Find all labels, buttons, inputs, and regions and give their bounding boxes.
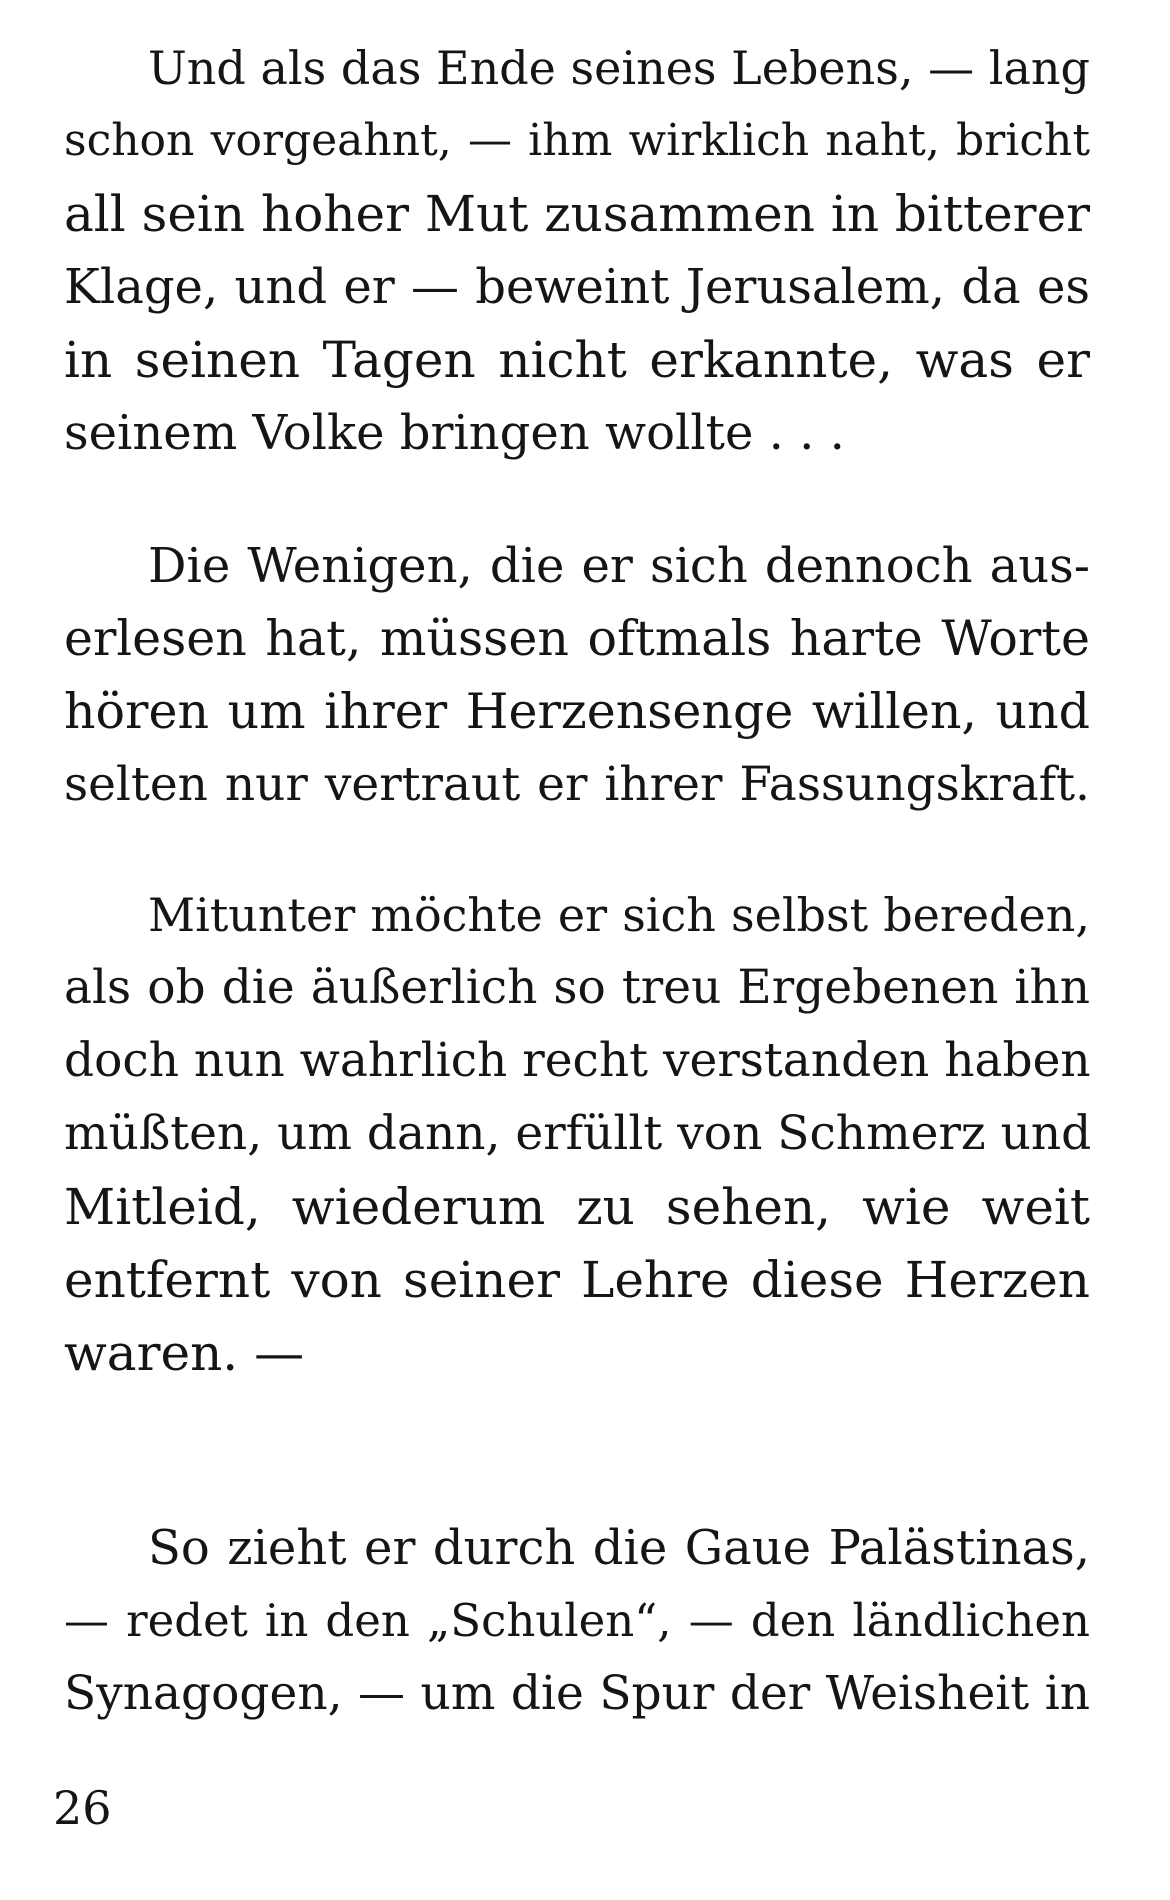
text-line: müßten, um dann, erfüllt von Schmerz und — [64, 1106, 1092, 1161]
text-line: in seinen Tagen nicht erkannte, was er — [64, 331, 1090, 389]
text-line: als ob die äußerlich so treu Ergebenen ihn — [64, 960, 1090, 1015]
text-line: entfernt von seiner Lehre diese Herzen — [64, 1251, 1090, 1309]
text-line: erlesen hat, müssen oftmals harte Worte — [64, 610, 1090, 667]
text-line: Die Wenigen, die er sich dennoch aus- — [148, 538, 1090, 594]
text-line: all sein hoher Mut zusammen in bitterer — [64, 185, 1091, 243]
text-line: — redet in den „Schulen“, — den ländlichen — [64, 1594, 1090, 1647]
text-line: selten nur vertraut er ihrer Fassungskraft. — [64, 757, 1090, 812]
page-number: 26 — [53, 1781, 112, 1835]
text-line: seinem Volke bringen wollte . . . — [64, 405, 845, 461]
text-line: Mitleid, wiederum zu sehen, wie weit — [64, 1178, 1090, 1236]
text-line: Mitunter möchte er sich selbst bereden, — [148, 888, 1090, 942]
text-line: Synagogen, — um die Spur der Weisheit in — [64, 1666, 1090, 1721]
text-line: schon vorgeahnt, — ihm wirklich naht, bricht — [64, 115, 1090, 166]
text-line: waren. — — [64, 1324, 305, 1382]
text-line: Und als das Ende seines Lebens, — lang — [148, 41, 1090, 95]
text-line: hören um ihrer Herzensenge willen, und — [64, 683, 1090, 740]
text-line: Klage, und er — beweint Jerusalem, da es — [64, 259, 1090, 315]
text-line: doch nun wahrlich recht verstanden haben — [64, 1033, 1091, 1088]
text-line: So zieht er durch die Gaue Palästinas, — [148, 1520, 1090, 1576]
